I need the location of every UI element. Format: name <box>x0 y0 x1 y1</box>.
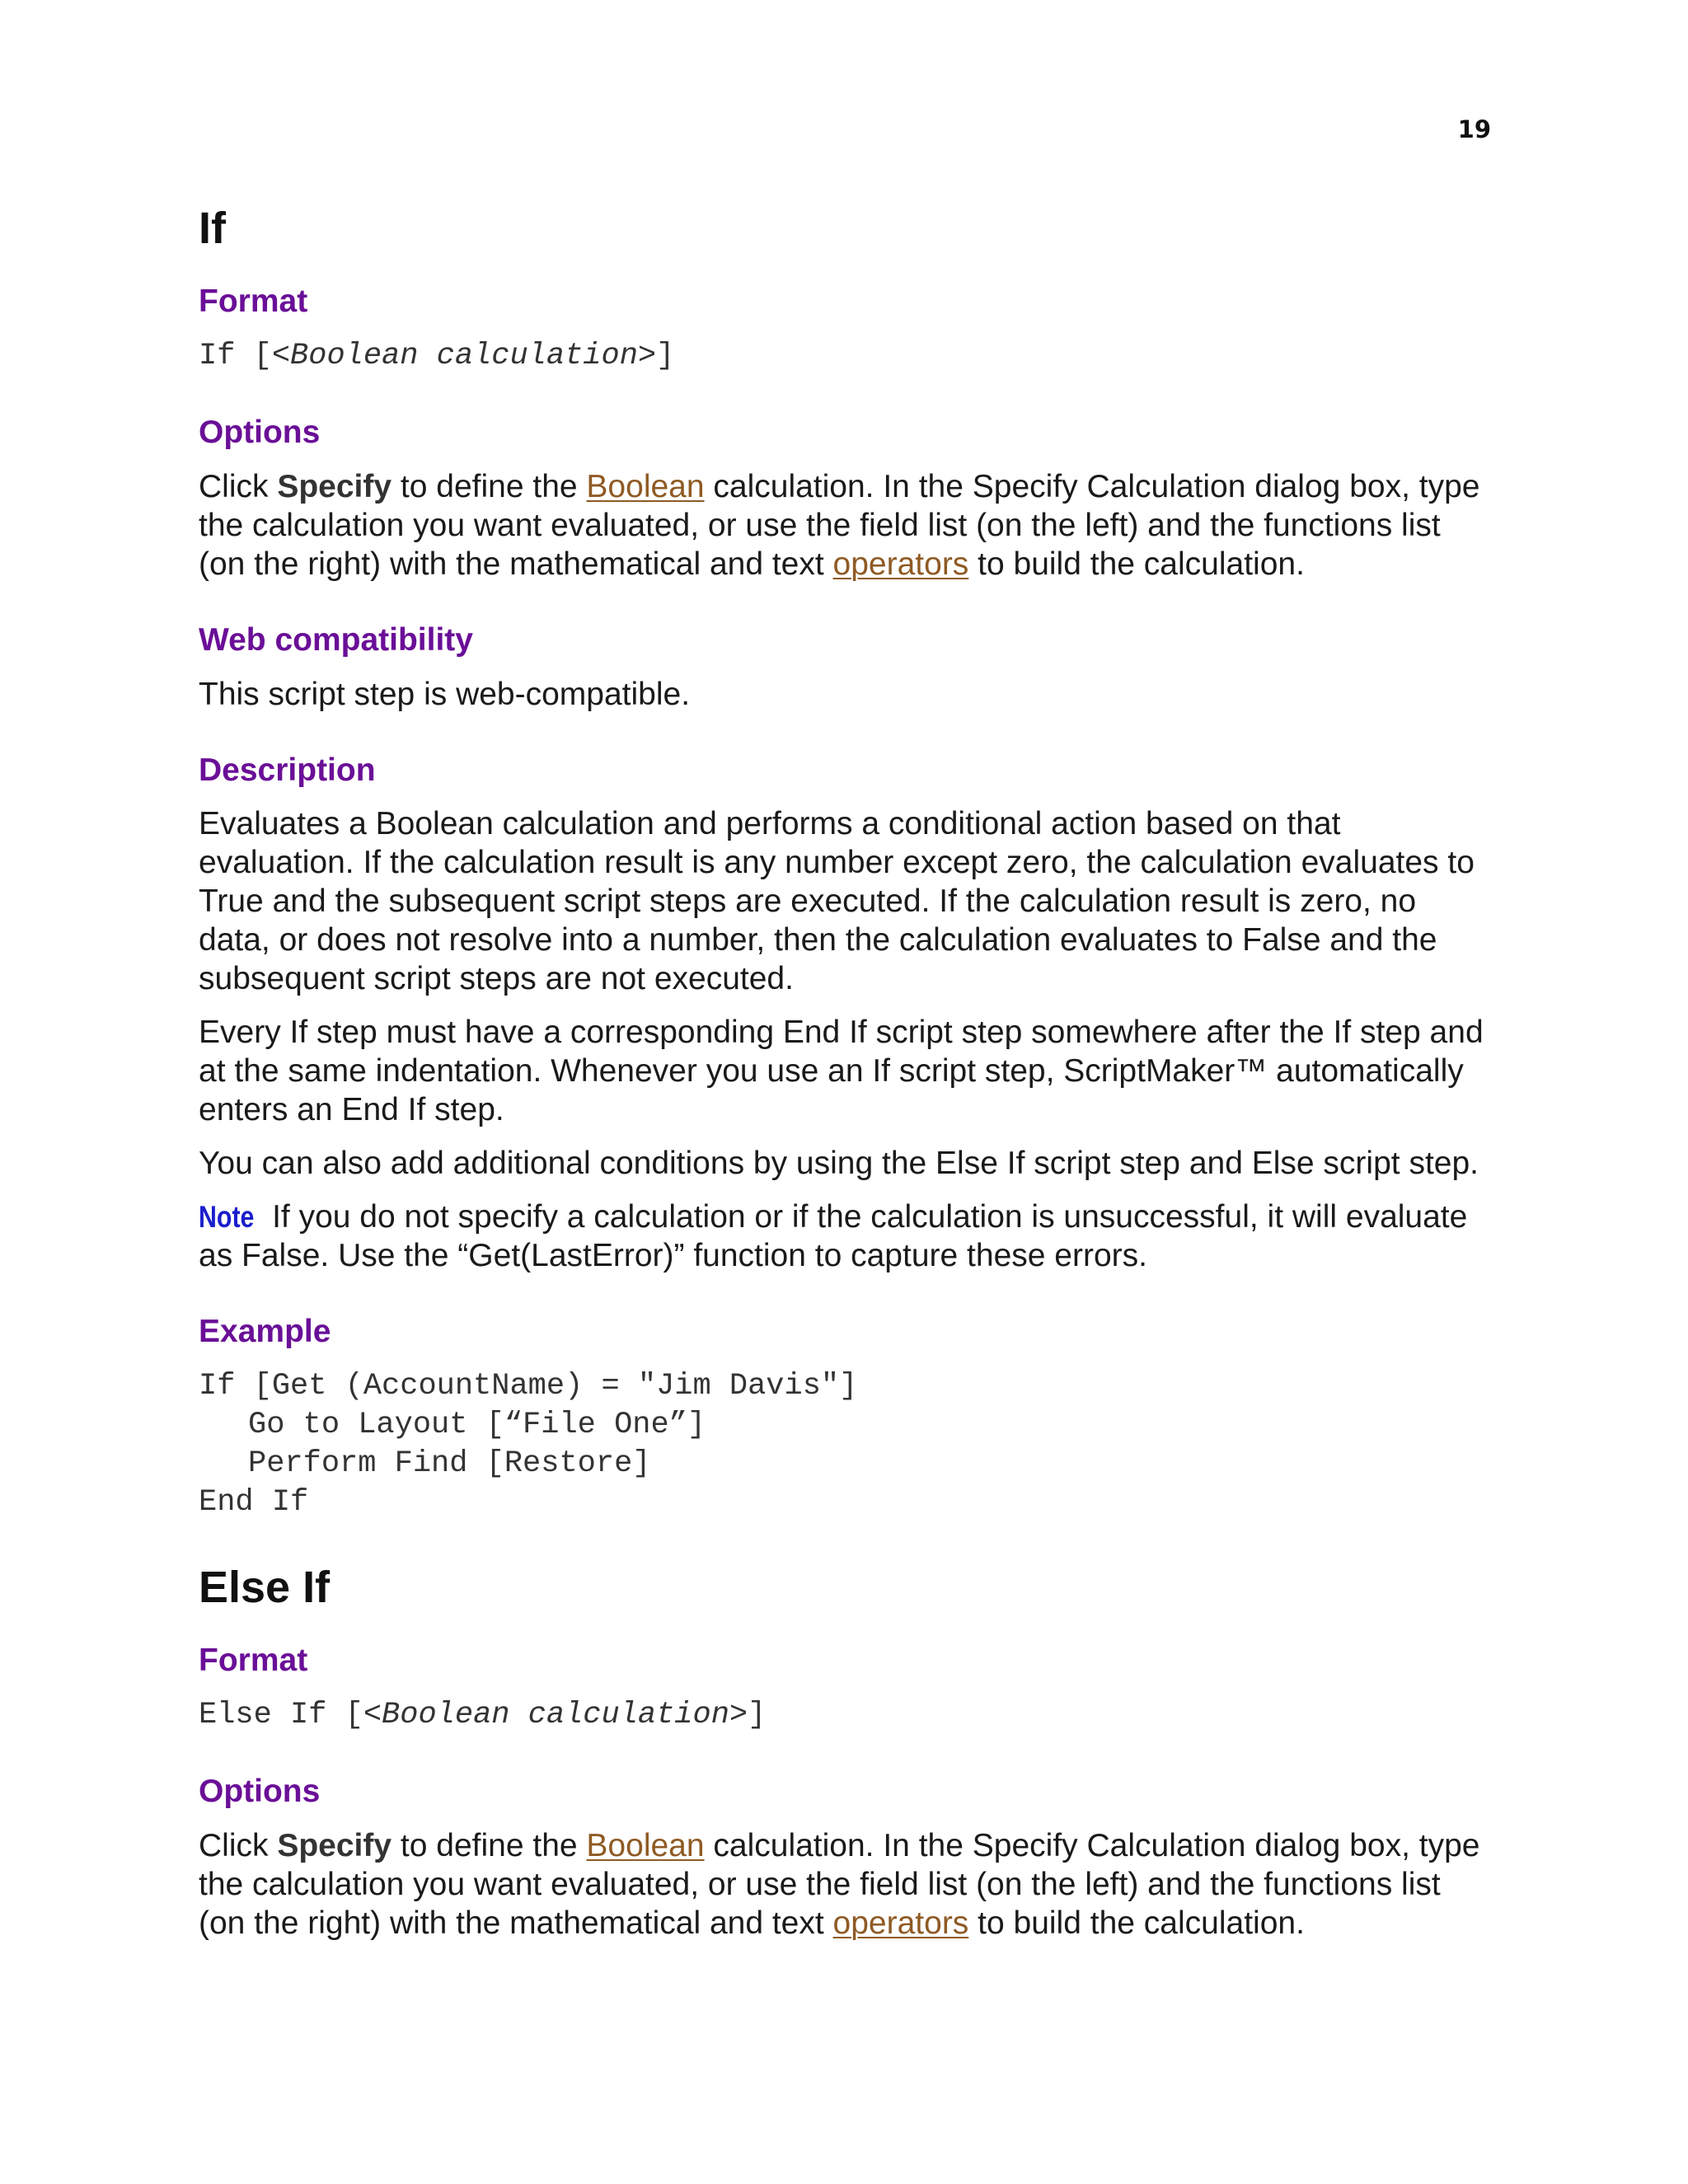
format-prefix: Else If [ <box>199 1698 363 1733</box>
format-suffix: ] <box>656 338 675 373</box>
options-heading: Options <box>199 414 321 450</box>
description-paragraph: Every If step must have a corresponding End If script step somewhere after the If step and at the same indentation. Whenever you use an If script step, ScriptMaker™ automatically enters an End If step. <box>199 1015 1484 1128</box>
operators-link[interactable]: operators <box>832 1905 969 1941</box>
code-line: If [Get (AccountName) = "Jim Davis"] <box>199 1369 858 1404</box>
note-paragraph <box>199 1197 1493 1275</box>
format-param: <Boolean calculation> <box>271 338 657 373</box>
document-content <box>199 206 1493 1943</box>
format-syntax <box>199 1696 1493 1735</box>
options-heading: Options <box>199 1774 321 1810</box>
example-heading: Example <box>199 1314 331 1350</box>
format-suffix: ] <box>748 1698 767 1733</box>
options-text: to build the calculation. <box>968 546 1305 582</box>
options-text: to define the <box>392 1827 587 1863</box>
specify-bold: Specify <box>277 1827 392 1863</box>
options-paragraph <box>199 1826 1493 1943</box>
options-text: Click <box>199 468 278 504</box>
options-paragraph <box>199 467 1493 583</box>
web-compatibility-text: This script step is web-compatible. <box>199 676 691 712</box>
description-paragraph: You can also add additional conditions by using the Else If script step and Else script step. <box>199 1146 1479 1182</box>
options-text: calculation. In the Specify Calculation dialog box, type the calculation you want evaluated, or use the field list (on the left) and the functions list (on the right) with the mathematical and text <box>199 1827 1480 1941</box>
code-line: Perform Find [Restore] <box>248 1446 651 1482</box>
code-line: End If <box>199 1485 309 1521</box>
web-compatibility-heading: Web compatibility <box>199 621 473 658</box>
page-number: 19 <box>1457 115 1491 143</box>
description-heading: Description <box>199 752 376 788</box>
note-text: If you do not specify a calculation or if the calculation is unsuccessful, it will evaluate as False. Use the “Get(LastError)” function to capture these errors. <box>199 1199 1468 1274</box>
boolean-link[interactable]: Boolean <box>586 1827 705 1863</box>
section-title-if: If <box>199 204 226 253</box>
options-text: to define the <box>392 468 587 504</box>
format-param: <Boolean calculation> <box>363 1698 748 1733</box>
format-heading: Format <box>199 284 308 319</box>
format-syntax <box>199 337 1493 376</box>
section-title-else-if: Else If <box>199 1563 331 1613</box>
example-code <box>199 1367 1493 1522</box>
operators-link[interactable]: operators <box>832 546 969 582</box>
description-paragraph: Evaluates a Boolean calculation and performs a conditional action based on that evaluation. If the calculation result is any number except zero, the calculation evaluates to True and the subsequent script steps are executed. If the calculation result is zero, no data, or does not resolve into a number, then the calculation evaluates to False and the subsequent script steps are not executed. <box>199 806 1475 997</box>
options-text: to build the calculation. <box>968 1905 1305 1941</box>
options-text: calculation. In the Specify Calculation dialog box, type the calculation you want evaluated, or use the field list (on the left) and the functions list (on the right) with the mathematical and text <box>199 468 1480 582</box>
note-label: Note <box>199 1200 255 1235</box>
options-text: Click <box>199 1827 278 1863</box>
specify-bold: Specify <box>277 468 392 504</box>
format-prefix: If [ <box>199 338 272 373</box>
format-heading: Format <box>199 1643 308 1679</box>
code-line: Go to Layout [“File One”] <box>248 1408 706 1443</box>
boolean-link[interactable]: Boolean <box>586 468 705 504</box>
